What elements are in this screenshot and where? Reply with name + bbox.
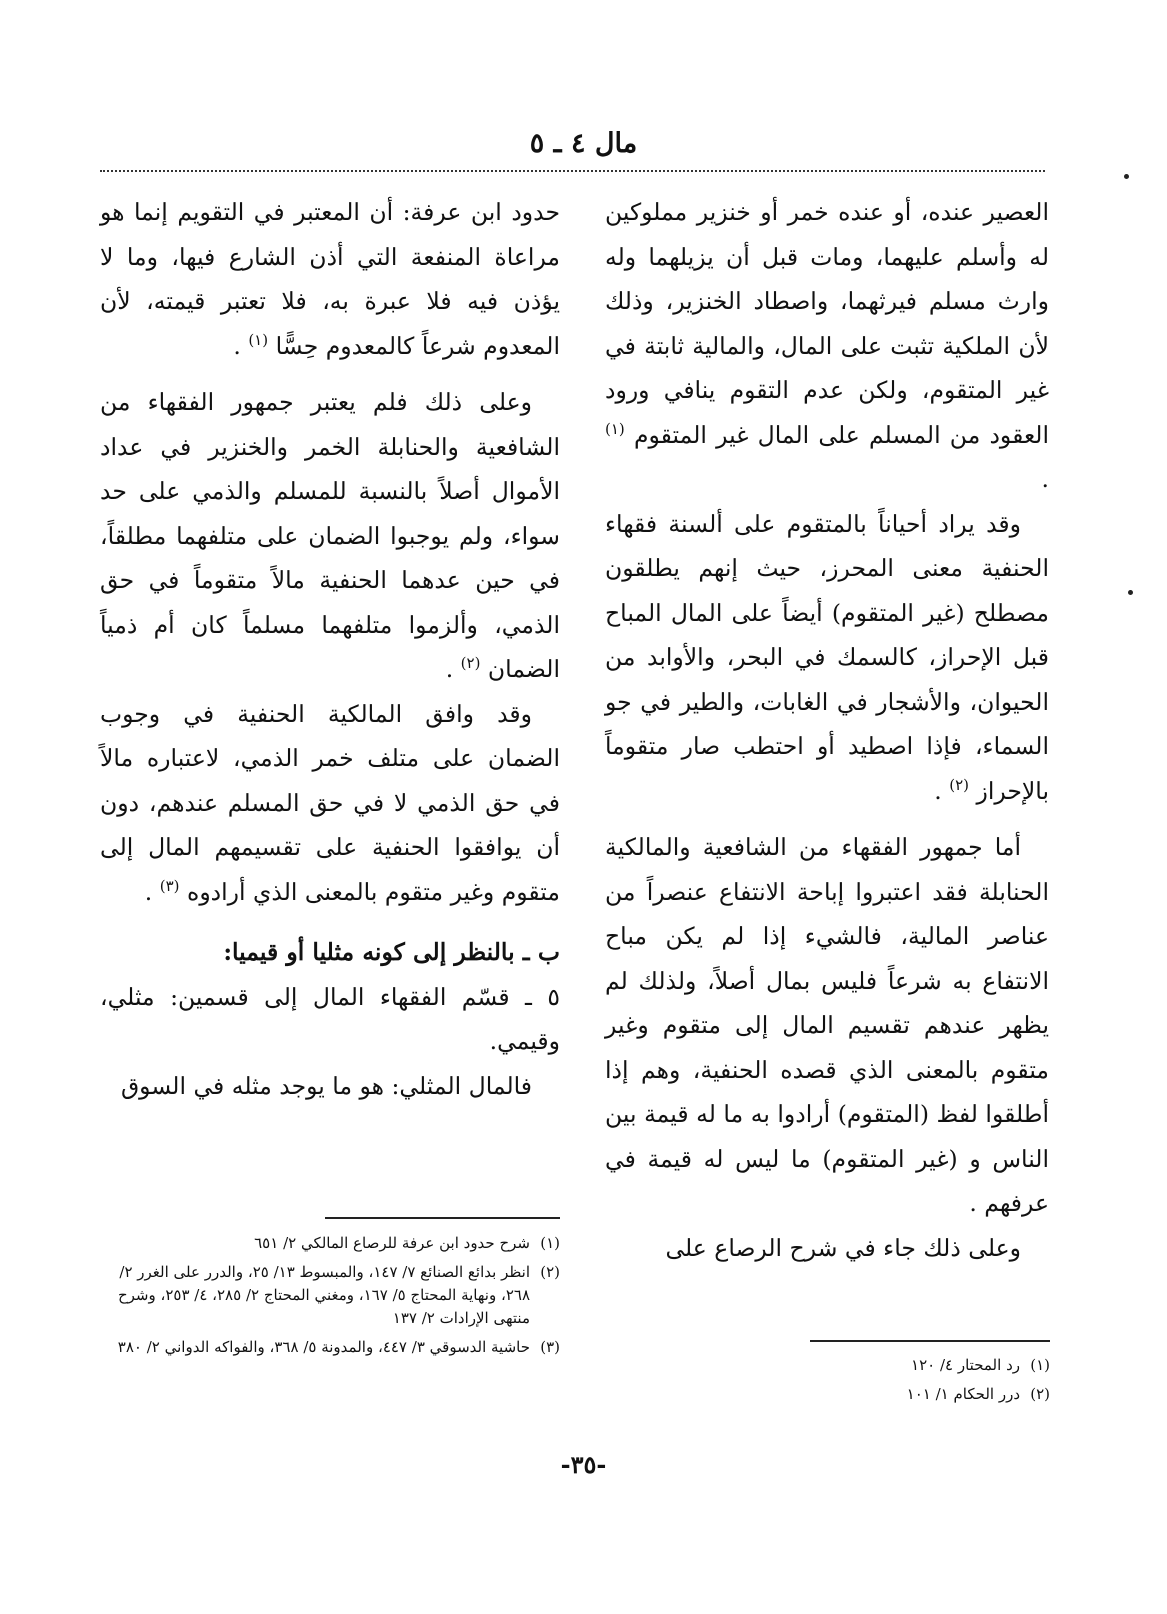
paragraph: ٥ ـ قسّم الفقهاء المال إلى قسمين: مثلي، وقيمي. bbox=[100, 982, 560, 1055]
footnotes-left bbox=[100, 1232, 560, 1365]
footnote-ref: (٣) bbox=[159, 876, 180, 895]
header-rule bbox=[100, 170, 1045, 172]
footnote: (٣) حاشية الدسوقي ٣/ ٤٤٧، والمدونة ٥/ ٣٦٨، والفواكه الدواني ٢/ ٣٨٠ bbox=[117, 1338, 560, 1356]
page-header: مال ٤ ـ ٥ bbox=[529, 128, 638, 159]
paragraph: أما جمهور الفقهاء من الشافعية والمالكية الحنابلة فقد اعتبروا إباحة الانتفاع عنصراً من عناصر المالية، فالشيء إذا لم يكن مباح الانتفاع به شرعاً فليس بمال أصلاً، ولذلك لم يظهر عندهم تقسيم المال إلى متقوم وغير متقوم بالمعنى الذي قصده الحنفية، وهم إذا أطلقوا لفظ (المتقوم) أرادوا به ما له قيمة بين الناس و (غير المتقوم) ما ليس له قيمة في عرفهم . bbox=[605, 833, 1049, 1217]
scan-speck bbox=[1124, 174, 1129, 179]
right-column bbox=[605, 190, 1049, 1270]
paragraph: العصير عنده، أو عنده خمر أو خنزير مملوكين له وأسلم عليهما، ومات قبل أن يزيلهما وله وارث مسلم فيرثهما، واصطاد الخنزير، وذلك لأن الملكية تثبت على المال، والمالية ثابتة في غير المتقوم، ولكن عدم التقوم ينافي ورود العقود من المسلم على المال غير المتقوم $^{(١)}$ . bbox=[605, 198, 1049, 493]
footnote-ref: (٢) bbox=[949, 775, 970, 794]
page-number: -٣٥- bbox=[560, 1450, 607, 1479]
paragraph: حدود ابن عرفة: أن المعتبر في التقويم إنما هو مراعاة المنفعة التي أذن الشارع فيها، وما لا يؤذن فيه فلا عبرة به، فلا تعتبر قيمته، لأن المعدوم شرعاً كالمعدوم حِسًّا $^{(١)}$ . bbox=[100, 198, 560, 360]
footnote: (١) شرح حدود ابن عرفة للرصاع المالكي ٢/ ٦٥١ bbox=[254, 1234, 560, 1252]
footnote: (١) رد المحتار ٤/ ١٢٠ bbox=[911, 1356, 1050, 1374]
section-heading: ب ـ بالنظر إلى كونه مثليا أو قيميا: bbox=[223, 938, 560, 966]
paragraph: فالمال المثلي: هو ما يوجد مثله في السوق bbox=[120, 1071, 532, 1100]
paragraph: وعلى ذلك فلم يعتبر جمهور الفقهاء من الشافعية والحنابلة الخمر والخنزير في عداد الأموال أصلاً بالنسبة للمسلم والذمي على حد سواء، ولم يوجبوا الضمان على متلفهما مطلقاً، في حين عدهما الحنفية مالاً متقوماً في حق الذمي، وألزموا متلفهما مسلماً كان أم ذمياً الضمان $^{(٢)}$ . bbox=[100, 388, 560, 683]
paragraph: وعلى ذلك جاء في شرح الرصاع على bbox=[665, 1233, 1021, 1262]
footnote-ref: (١) bbox=[605, 419, 625, 438]
footnote: (٢) انظر بدائع الصنائع ٧/ ١٤٧، والمبسوط ١٣/ ٢٥، والدرر على الغرر ٢/ ٢٦٨، ونهاية المحتاج ٥/ ١٦٧، ومغني المحتاج ٢/ ٢٨٥، ٤/ ٢٥٣، وشرح منتهى الإرادات ٢/ ١٣٧ bbox=[117, 1263, 560, 1327]
footnotes-right bbox=[720, 1354, 1050, 1412]
paragraph: وقد وافق المالكية الحنفية في وجوب الضمان على متلف خمر الذمي، لاعتباره مالاً في حق الذمي لا في حق المسلم عندهم، دون أن يوافقوا الحنفية على تقسيمهم المال إلى متقوم وغير متقوم بالمعنى الذي أرادوه $^{(٣)}$ . bbox=[100, 699, 560, 906]
footnote-rule bbox=[810, 1340, 1050, 1342]
paragraph: وقد يراد أحياناً بالمتقوم على ألسنة فقهاء الحنفية معنى المحرز، حيث إنهم يطلقون مصطلح (غير المتقوم) أيضاً على المال المباح قبل الإحراز، كالسمك في البحر، والأوابد من الحيوان، والأشجار في الغابات، والطير في جو السماء، فإذا اصطيد أو احتطب صار متقوماً بالإحراز $^{(٢)}$ . bbox=[605, 509, 1049, 805]
footnote-ref: (١) bbox=[248, 330, 269, 349]
left-column bbox=[100, 190, 560, 1108]
scan-speck bbox=[1128, 590, 1133, 595]
footnote-rule bbox=[325, 1217, 560, 1219]
footnote: (٢) درر الحكام ١/ ١٠١ bbox=[906, 1385, 1050, 1403]
footnote-ref: (٢) bbox=[460, 654, 481, 673]
